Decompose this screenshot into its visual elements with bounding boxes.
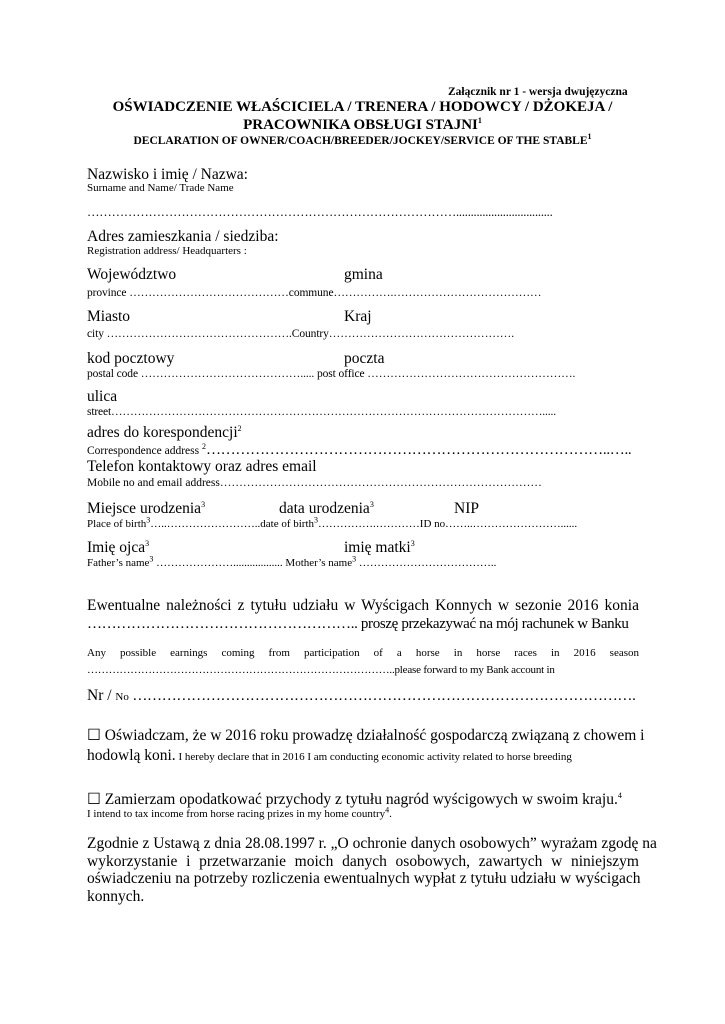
postal-input-line[interactable]: postal code ……………………………………..... post office ……………………………………………….: [87, 368, 576, 380]
phone-label: Telefon kontaktowy oraz adres email: [87, 458, 317, 475]
account-number-line[interactable]: [87, 687, 636, 705]
mother-dots: ………………………………..: [356, 557, 497, 569]
declaration-2-text: ☐ Zamierzam opodatkować przychody z tytułu nagród wyścigowych w swoim kraju.: [87, 791, 618, 808]
father-sup: 3: [145, 538, 150, 548]
city-label: Miasto: [87, 308, 131, 325]
correspondence-en-label: Correspondence address: [87, 445, 202, 457]
declaration-1: [87, 726, 645, 767]
mother-label-text: imię matki: [344, 539, 411, 556]
birth-input-line[interactable]: [87, 515, 578, 530]
father-label-text: Imię ojca: [87, 539, 146, 556]
title-pl-line1: OŚWIADCZENIE WŁAŚCICIELA / TRENERA / HODOWCY / DŻOKEJA /: [112, 99, 613, 115]
phone-input-line[interactable]: [87, 477, 542, 489]
street-label: ulica: [87, 388, 118, 405]
consent-line2: wykorzystanie i przetwarzanie moich danych osobowych, zawartych w niniejszym: [87, 852, 639, 870]
consent-line1: Zgodnie z Ustawą z dnia 28.08.1997 r. „O ochronie danych osobowych” wyrażam zgodę na: [87, 835, 657, 852]
account-number-dots: ………………………………………………………………………………………….: [128, 688, 636, 704]
gmina-label: gmina: [344, 266, 383, 283]
correspondence-dots: ………………………………………………………………………..…..: [205, 442, 632, 458]
mother-en: ………………….................. Mother’s name: [153, 557, 353, 569]
correspondence-en-sup: 2: [201, 442, 206, 452]
birthplace-sup: 3: [201, 499, 206, 509]
payment-pl: [87, 596, 639, 634]
title-pl-line2-text: PRACOWNIKA OBSŁUGI STAJNI: [243, 117, 478, 133]
province-label: Województwo: [87, 266, 177, 283]
account-number-label-en: No: [115, 691, 129, 703]
birthdate-label: [279, 500, 374, 518]
declaration-2-en-sup: 4: [385, 805, 390, 815]
title-en-text: DECLARATION OF OWNER/COACH/BREEDER/JOCKEY/SERVICE OF THE STABLE: [133, 135, 588, 147]
phone-input-text: Mobile no and email address…………………………………………………………………………: [87, 477, 542, 489]
id-no-en: …………….…………ID no……..……………………......: [318, 518, 578, 530]
postal-code-label: kod pocztowy: [87, 350, 175, 367]
consent-paragraph: [87, 835, 657, 905]
nip-label: NIP: [454, 500, 479, 517]
attachment-label: Załącznik nr 1 - wersja dwujęzyczna: [448, 86, 628, 98]
title-pl-sup: 1: [477, 116, 482, 125]
address-label-pl: Adres zamieszkania / siedziba:: [87, 228, 279, 245]
name-input-line[interactable]: ……………………………………………………………………………….................................: [87, 205, 553, 219]
address-label-en: Registration address/ Headquarters :: [87, 245, 247, 257]
declaration-1-pl-end: hodowlą koni.: [87, 747, 176, 764]
name-label-en: Surname and Name/ Trade Name: [87, 182, 234, 194]
father-en: Father’s name: [87, 557, 150, 569]
birthplace-en-sup: 3: [146, 515, 151, 525]
city-input-line[interactable]: city ………………………………………….Country………………………………………….: [87, 328, 514, 340]
birthdate-label-text: data urodzenia: [279, 500, 370, 517]
consent-line3: oświadczeniu na potrzeby rozliczenia ewentualnych wypłat z tytułu udziału w wyścigach: [87, 870, 641, 887]
birthdate-en: …..……………………..date of birth: [150, 518, 315, 530]
birthplace-en: Place of birth: [87, 518, 147, 530]
account-number-label: Nr /: [87, 687, 116, 704]
declaration-1-line1[interactable]: ☐ Oświadczam, że w 2016 roku prowadzę działalność gospodarczą związaną z chowem i: [87, 727, 645, 744]
payment-en-line2[interactable]: …………………………………………………………………………..please forward to my Bank account in: [87, 664, 555, 676]
correspondence-label-text: adres do korespondencji: [87, 424, 238, 441]
birthdate-sup: 3: [369, 499, 374, 509]
mother-en-sup: 3: [352, 554, 357, 564]
father-label: [87, 539, 149, 557]
street-input-line[interactable]: street…………………………………………………………………………………………………….....: [87, 406, 556, 418]
declaration-2-en-text: I intend to tax income from horse racing prizes in my home country: [87, 808, 386, 820]
correspondence-sup: 2: [237, 423, 242, 433]
province-input-line[interactable]: province ……………………………………commune…………….…………………………………: [87, 287, 542, 299]
declaration-1-en: I hereby declare that in 2016 I am conducting economic activity related to horse breeding: [175, 751, 572, 763]
declaration-2-en: [87, 805, 392, 820]
payment-pl-line1: Ewentualne należności z tytułu udziału w Wyścigach Konnych w sezonie 2016 konia: [87, 597, 639, 614]
correspondence-input-line[interactable]: [87, 442, 631, 459]
declaration-2[interactable]: [87, 790, 622, 809]
birthdate-en-sup: 3: [314, 515, 319, 525]
title-en-sup: 1: [587, 132, 592, 142]
post-office-label: poczta: [344, 350, 385, 367]
declaration-2-en-end: .: [389, 808, 392, 820]
title-pl-line2: [0, 117, 725, 134]
declaration-1-line2: [87, 746, 639, 767]
payment-pl-line2[interactable]: ……………………………………………….. proszę przekazywać na mój rachunek w Banku: [87, 616, 629, 632]
parents-input-line[interactable]: [87, 554, 497, 569]
declaration-2-sup: 4: [617, 790, 622, 800]
birthplace-label-text: Miejsce urodzenia: [87, 500, 202, 517]
payment-en: [87, 645, 639, 679]
name-label-pl: Nazwisko i imię / Nazwa:: [87, 166, 248, 183]
title-en: [0, 132, 725, 147]
consent-line4: konnych.: [87, 887, 145, 905]
father-en-sup: 3: [149, 554, 154, 564]
payment-en-line1: Any possible earnings coming from participation of a horse in horse races in 2016 season: [87, 647, 639, 659]
country-label: Kraj: [344, 308, 372, 325]
correspondence-label: [87, 424, 242, 442]
mother-sup: 3: [410, 538, 415, 548]
